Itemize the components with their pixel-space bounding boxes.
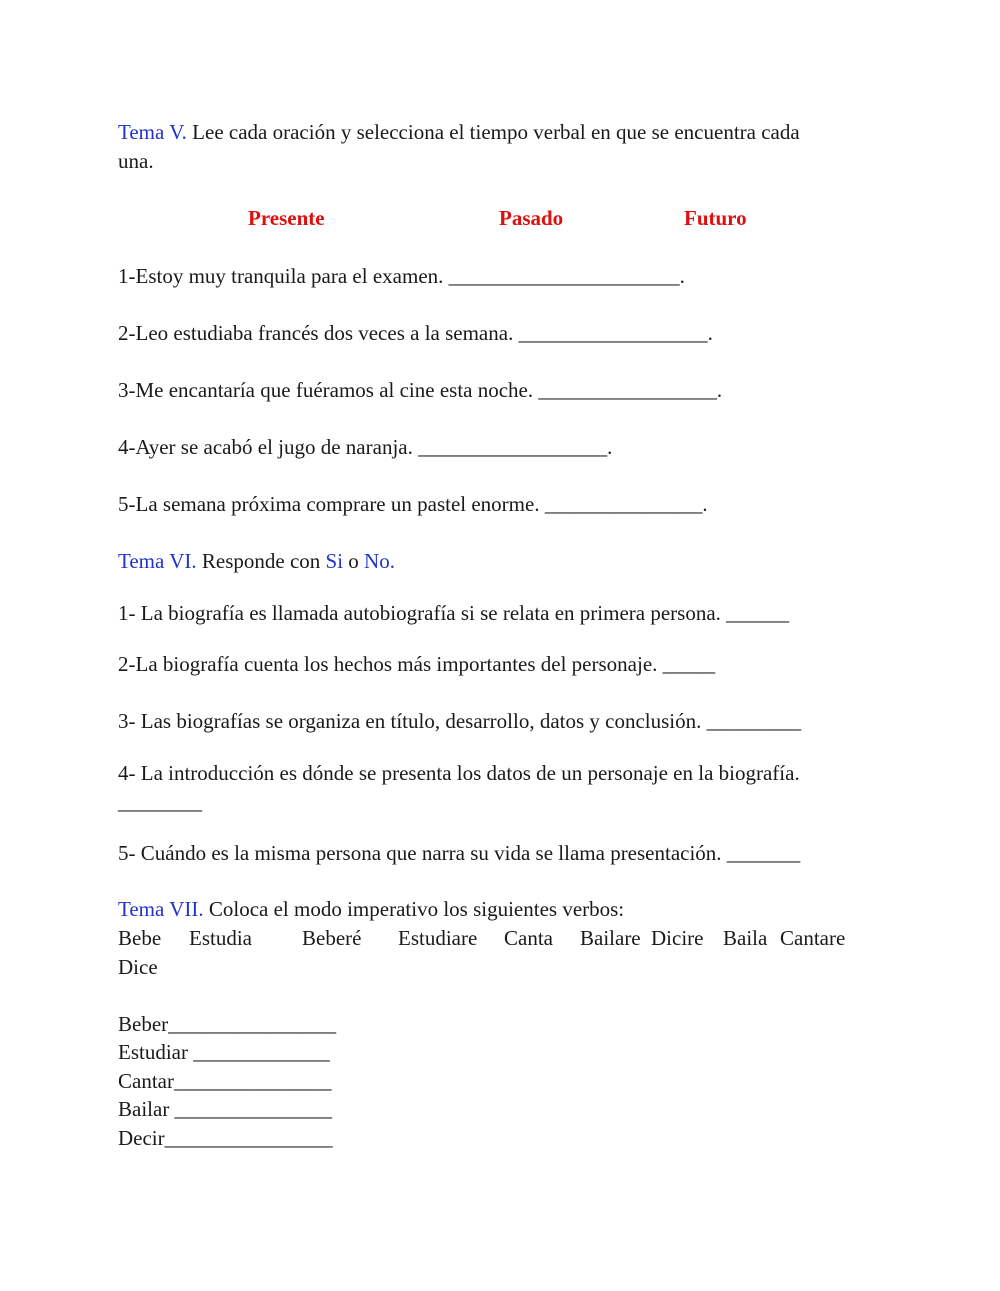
tema7-instruction-text: Coloca el modo imperativo los siguientes verbos: bbox=[203, 897, 625, 921]
answer-estudiar: Estudiar _____________ bbox=[118, 1040, 330, 1064]
tema6-item-4-blank: ________ bbox=[118, 790, 202, 814]
answer-cantar: Cantar_______________ bbox=[118, 1069, 332, 1093]
tema5-item-2: 2-Leo estudiaba francés dos veces a la semana. __________________. bbox=[118, 321, 713, 345]
tema7-label: Tema VII. bbox=[118, 897, 204, 921]
header-pasado: Pasado bbox=[499, 206, 564, 230]
answer-beber: Beber________________ bbox=[118, 1012, 337, 1036]
answer-decir: Decir________________ bbox=[118, 1126, 333, 1150]
header-presente: Presente bbox=[248, 206, 325, 230]
verb-word: Baila bbox=[723, 926, 768, 950]
tema5-item-3: 3-Me encantaría que fuéramos al cine esta noche. _________________. bbox=[118, 378, 723, 402]
tema5-instruction-cont: una. bbox=[118, 149, 154, 173]
verb-word: Dice bbox=[118, 955, 158, 979]
answer-bailar: Bailar _______________ bbox=[118, 1097, 333, 1121]
tema5-label: Tema V. bbox=[118, 120, 187, 144]
verb-word: Dicire bbox=[651, 926, 704, 950]
tema6-instruction bbox=[118, 547, 395, 576]
tema5-item-4: 4-Ayer se acabó el jugo de naranja. __________________. bbox=[118, 435, 613, 459]
header-futuro: Futuro bbox=[684, 206, 747, 230]
verb-word: Bebe bbox=[118, 926, 162, 950]
verb-word: Estudia bbox=[189, 926, 252, 950]
tema5-item-5: 5-La semana próxima comprare un pastel enorme. _______________. bbox=[118, 492, 708, 516]
tema6-item-4: 4- La introducción es dónde se presenta los datos de un personaje en la biografía. bbox=[118, 761, 800, 785]
tema6-instruction-text: Responde con bbox=[196, 549, 326, 573]
tema7-instruction bbox=[118, 895, 624, 924]
tema6-period: . bbox=[389, 549, 395, 573]
tema6-item-5: 5- Cuándo es la misma persona que narra su vida se llama presentación. _______ bbox=[118, 841, 801, 865]
tema5-item-1: 1-Estoy muy tranquila para el examen. ______________________. bbox=[118, 264, 685, 288]
tema5-instruction bbox=[118, 118, 800, 147]
tema6-o: o bbox=[343, 549, 365, 573]
tema5-instruction-text: Lee cada oración y selecciona el tiempo verbal en que se encuentra cada bbox=[186, 120, 800, 144]
verb-word: Bailare bbox=[580, 926, 641, 950]
verb-word: Estudiare bbox=[398, 926, 478, 950]
tema6-si: Si bbox=[325, 549, 344, 573]
verb-word: Canta bbox=[504, 926, 553, 950]
tema6-item-3: 3- Las biografías se organiza en título, desarrollo, datos y conclusión. _________ bbox=[118, 709, 802, 733]
tema6-item-1: 1- La biografía es llamada autobiografía si se relata en primera persona. ______ bbox=[118, 601, 790, 625]
tema6-label: Tema VI. bbox=[118, 549, 197, 573]
verb-word: Beberé bbox=[302, 926, 362, 950]
tema6-no: No bbox=[364, 549, 390, 573]
tema6-item-2: 2-La biografía cuenta los hechos más importantes del personaje. _____ bbox=[118, 652, 716, 676]
verb-word: Cantare bbox=[780, 926, 846, 950]
